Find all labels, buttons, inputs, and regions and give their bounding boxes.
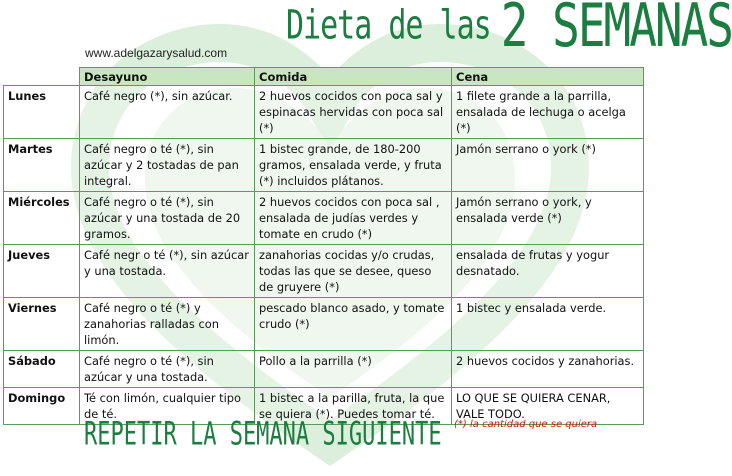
header-desayuno: Desayuno <box>80 68 255 86</box>
cena-cell: Jamón serrano o york (*) <box>452 139 644 192</box>
table-row <box>4 351 644 388</box>
comida-cell: 1 bistec grande, de 180-200 gramos, ensalada verde, y fruta (*) incluidos plátanos. <box>255 139 452 192</box>
page-title <box>286 0 732 68</box>
comida-cell: Pollo a la parrilla (*) <box>255 351 452 388</box>
header-corner <box>4 68 80 86</box>
desayuno-cell: Té con limón, cualquier tipo de té. <box>80 388 255 425</box>
comida-cell: pescado blanco asado, y tomate crudo (*) <box>255 298 452 351</box>
comida-cell: 1 bistec a la parilla, fruta, la que se quiera (*). Puedes tomar té. <box>255 388 452 425</box>
desayuno-cell: Café negro o té (*), sin azúcar y 2 tostadas de pan integral. <box>80 139 255 192</box>
title-part1: Dieta de las <box>286 1 491 50</box>
diet-table <box>3 67 644 425</box>
comida-cell: 2 huevos cocidos con poca sal , ensalada de judías verdes y tomate en crudo (*) <box>255 192 452 245</box>
desayuno-cell: Café negro o té (*) y zanahorias ralladas con limón. <box>80 298 255 351</box>
table-row <box>4 298 644 351</box>
table-row <box>4 192 644 245</box>
comida-cell: 2 huevos cocidos con poca sal y espinacas hervidas con poca sal (*) <box>255 86 452 139</box>
title-part2: 2 SEMANAS <box>500 0 732 61</box>
header-comida: Comida <box>255 68 452 86</box>
cena-cell: 2 huevos cocidos y zanahorias. <box>452 351 644 388</box>
day-cell: Sábado <box>4 351 80 388</box>
desayuno-cell: Café negro (*), sin azúcar. <box>80 86 255 139</box>
desayuno-cell: Café negro o té (*), sin azúcar y una tostada de 20 gramos. <box>80 192 255 245</box>
table-header-row <box>4 68 644 86</box>
table-row <box>4 245 644 298</box>
quantity-note: (*) la cantidad que se quiera <box>454 419 598 430</box>
footer-banner: REPETIR LA SEMANA SIGUIENTE <box>84 417 442 454</box>
day-cell: Lunes <box>4 86 80 139</box>
cena-cell: ensalada de frutas y yogur desnatado. <box>452 245 644 298</box>
desayuno-cell: Café negr o té (*), sin azúcar y una tostada. <box>80 245 255 298</box>
table-row <box>4 86 644 139</box>
header-cena: Cena <box>452 68 644 86</box>
table-row <box>4 139 644 192</box>
day-cell: Domingo <box>4 388 80 425</box>
comida-cell: zanahorias cocidas y/o crudas, todas las que se desee, queso de gruyere (*) <box>255 245 452 298</box>
day-cell: Martes <box>4 139 80 192</box>
day-cell: Miércoles <box>4 192 80 245</box>
cena-cell: LO QUE SE QUIERA CENAR, VALE TODO. <box>452 388 644 425</box>
day-cell: Viernes <box>4 298 80 351</box>
day-cell: Jueves <box>4 245 80 298</box>
desayuno-cell: Café negro o té (*), sin azúcar y una tostada. <box>80 351 255 388</box>
cena-cell: Jamón serrano o york, y ensalada verde (*) <box>452 192 644 245</box>
cena-cell: 1 filete grande a la parrilla, ensalada de lechuga o acelga (*) <box>452 86 644 139</box>
site-url: www.adelgazarysalud.com <box>85 46 228 60</box>
cena-cell: 1 bistec y ensalada verde. <box>452 298 644 351</box>
